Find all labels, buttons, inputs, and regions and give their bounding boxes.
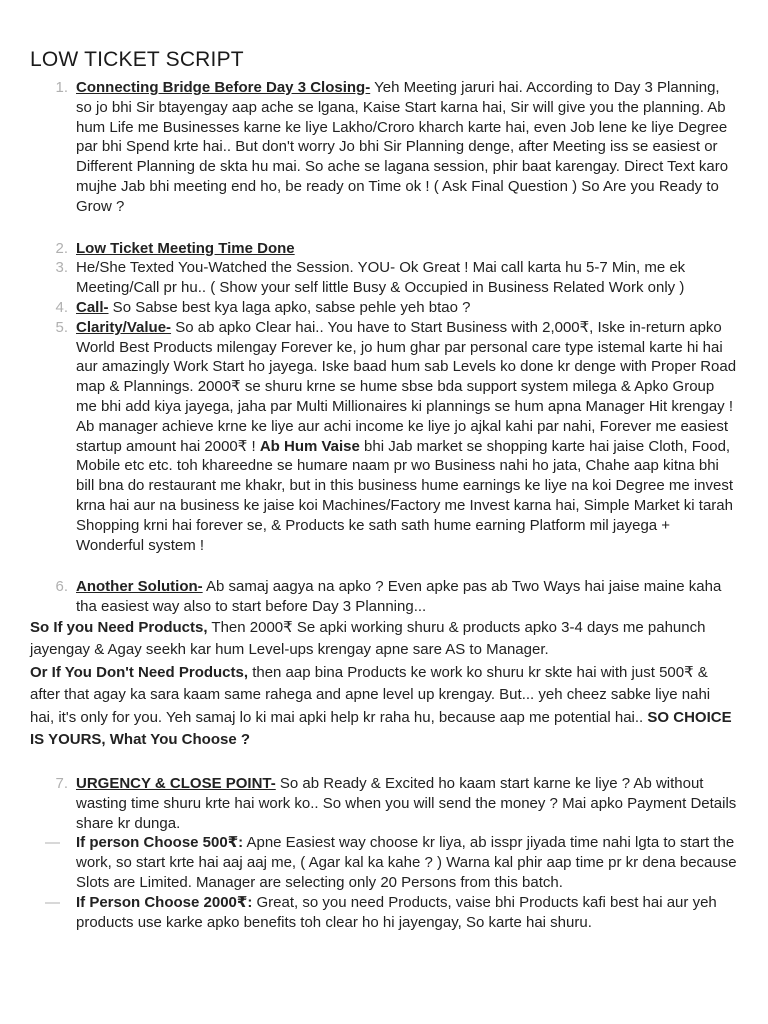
item-label: Clarity/Value- [76,318,172,336]
page-title: LOW TICKET SCRIPT [30,48,244,71]
list-number: 6. [55,578,68,596]
dash-bullet: — [45,834,60,852]
item-label: Call- [76,298,109,316]
choice-closing-bold: SO CHOICE IS YOURS, What You Choose ? [30,708,732,749]
choice-paragraph-no-products [30,662,738,752]
item-label: Another Solution- [76,578,203,596]
choice-text: then aap bina Products ke work ko shuru kr skte hai with just 500₹ & after that agay ka sara kaam same rahega and apne level up krengay. But... yeh cheez sabke liye nahi hai, it's only for you. Yeh samaj lo ki mai apki help kr raha hu, because aap me potential hai.. [30,663,711,726]
dash-bullet: — [45,893,60,911]
choice-bold: Or If You Don't Need Products, [30,663,249,681]
item-label: Low Ticket Meeting Time Done [76,239,295,257]
item-text: Yeh Meeting jaruri hai. According to Day 3 Planning, so jo bhi Sir btayengay aap ache se lgana, Kaise Start karna hai, Sir will give you the planning. Ab hum Life me Businesses karne ke liye Lakho/Croro kharch karte hai, even Job lene ke liye Degree par bhi Spend krte hai.. But don't worry Jo bhi Sir Planning denge, after Meeting iss se easiest or Different Planning de skta hu mai. So ache se lagana session, phir baat karengay. Direct Text karo mujhe Jab bhi meeting end ho, be ready on Time ok ! ( Ask Final Question ) So Are you Ready to Grow ? [76,79,729,215]
list-item-1 [30,78,738,217]
list-item-2 [30,239,738,259]
bullet-item-2000 [30,893,738,933]
item-bold-text: Ab Hum Vaise [259,437,360,455]
list-number: 3. [55,259,68,277]
list-item-3 [30,258,738,298]
list-number: 2. [55,239,68,257]
item-text: So ab Ready & Excited ho kaam start karne ke liye ? Ab without wasting time shuru krte hai work ko.. So when you will send the money ? Mai apko Payment Details share kr dunga. [76,774,737,832]
item-text: bhi Jab market se shopping karte hai jaise Cloth, Food, Mobile etc etc. toh khareedne se humare naam pr wo Business nahi ho jata, Chahe aap kitna bhi bill bna do restaurant me khakr, but in this business hume earnings ke liye na koi Degree me invest krna hai aur na business ke jaise koi Machines/Factory me Invest karna hai, Simple Market ki tarah Shopping krni hai forever se, & Products ke sath sath hume earning Platform mil jayega + Wonderful system ! [76,437,734,554]
item-text: So Sabse best kya laga apko, sabse pehle yeh btao ? [108,298,471,316]
choice-text: Then 2000₹ Se apki working shuru & products apko 3-4 days me pahunch jayengay & Agay seekh kar hum Level-ups krengay apne sare AS to Manager. [30,618,706,659]
list-number: 7. [55,774,68,792]
item-text: He/She Texted You-Watched the Session. YOU- Ok Great ! Mai call karta hu 5-7 Min, me ek Meeting/Call pr hu.. ( Show your self little Busy & Occupied in Business Related Work only ) [76,259,686,297]
choice-paragraph-products [30,617,738,662]
list-number: 4. [55,298,68,316]
bullet-text: Great, so you need Products, vaise bhi Products kafi best hai aur yeh products use karke apko benefits toh clear ho hi jayengay, So karte hai shuru. [76,893,717,931]
item-text: Ab samaj aagya na apko ? Even apke pas ab Two Ways hai jaise maine kaha tha easiest way also to start before Day 3 Planning... [76,578,722,616]
list-item-7 [30,774,738,833]
choice-bold: So If you Need Products, [30,618,208,636]
bullet-bold: If person Choose 500₹: [76,834,244,852]
list-item-4 [30,298,738,318]
bullet-text: Apne Easiest way choose kr liya, ab isspr jiyada time nahi lgta to start the work, so start krte hai aaj aaj me, ( Agar kal ka kahe ? ) Warna kal phir aap time pr kr dena because Slots are Limited. Manager are selecting only 20 Persons from this batch. [76,834,737,891]
list-number: 1. [55,79,68,96]
list-item-6 [30,577,738,617]
bullet-bold: If Person Choose 2000₹: [76,893,253,911]
item-text: So ab apko Clear hai.. You have to Start Business with 2,000₹, Iske in-return apko World Best Products milengay Forever ke, jo hum ghar par personal care type istemal karte hi hai aur amazingly Work Start ho jayega. Iske baad hum sab Levels ko done kr denge with Proper Road map & Plannings. 2000₹ se shuru krne se hume sbse bda support system milega & Apko Group me bhi add kiya jayega, jaha par Multi Millionaires ki plannings se hum apna Manager Hit krengay ! Ab manager achieve krne ke liye aur achi income ke liye jo ajkal kahi par nahi, Forever me easiest startup amount hai 2000₹ ! [76,318,737,455]
bullet-item-500 [30,833,738,892]
item-label: Connecting Bridge Before Day 3 Closing- [76,79,371,96]
list-item-5 [30,318,738,556]
list-number: 5. [55,318,68,336]
item-label: URGENCY & CLOSE POINT- [76,774,276,792]
